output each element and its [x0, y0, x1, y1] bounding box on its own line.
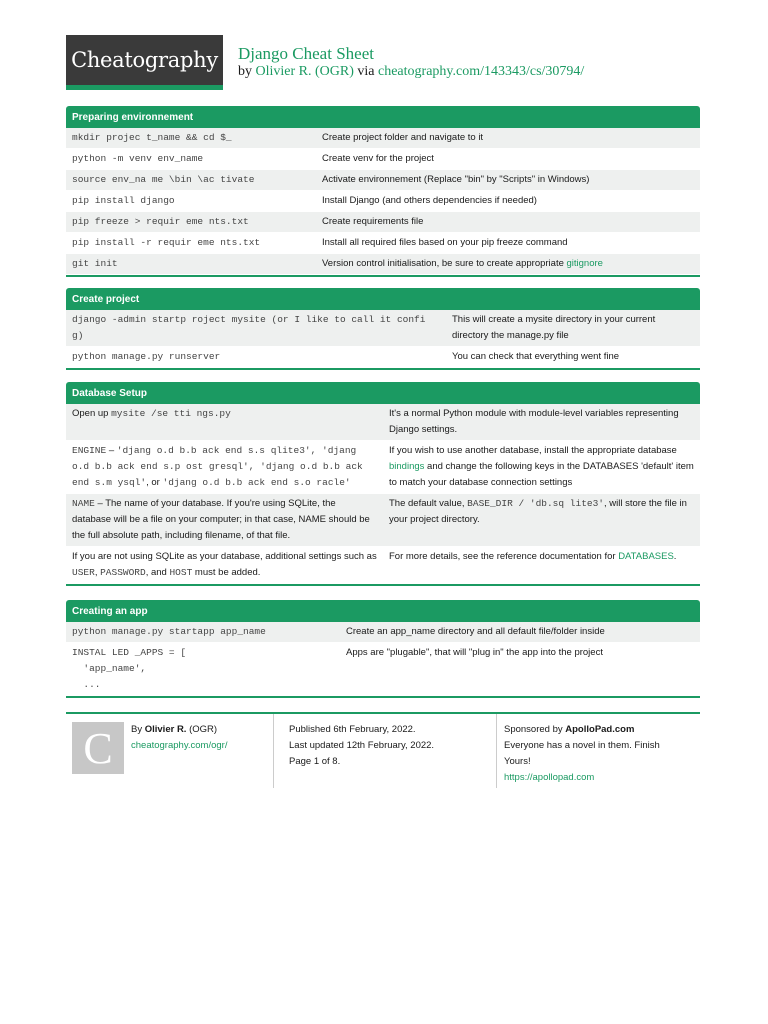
section-title: Create project [66, 288, 700, 310]
section-preparing-environnement [66, 106, 700, 277]
table-row: INSTAL LED _APPS = [ 'app_name', ... Apps are "plugable", that will "plug in" the app into the project [66, 643, 700, 696]
logo-text: Cheatography [71, 48, 218, 72]
table-row: NAME – The name of your database. If you're using SQLite, the database will be a file on your computer; in that case, NAME should be the full absolute path, including filename, of that file. The default value, BASE_DIR / 'db.sq lite3', will store the file in your project directory. [66, 494, 700, 547]
description-cell: Version control initialisation, be sure to create appropriate gitignore [322, 258, 603, 269]
footer-sponsor: Sponsored by ApolloPad.com Everyone has a novel in them. Finish Yours! https://apollopad.com [504, 722, 684, 786]
table-row: django -admin startp roject mysite (or I like to call it confi g) This will create a mysite directory in your current directory the manage.py file [66, 310, 700, 347]
page-title: Django Cheat Sheet [238, 44, 374, 63]
command-cell: pip install -r requir eme nts.txt [72, 237, 261, 248]
gitignore-link[interactable]: gitignore [566, 258, 603, 269]
table-row: ENGINE – 'djang o.d b.b ack end s.s qlite3', 'djang o.d b.b ack end s.p ost gresql', 'djang o.d b.b ack end s.m ysql', or 'djang o.d b.b ack end s.o racle' If you wish to use another database, install the appropriate database bindings and change the following keys in the DATABASES 'default' item to match your database connection settings [66, 441, 700, 494]
description-cell: Activate environnement (Replace "bin" by "Scripts" in Windows) [322, 174, 590, 185]
command-cell: source env_na me \bin \ac tivate [72, 174, 255, 185]
site-logo[interactable] [66, 35, 223, 90]
table-row: python manage.py runserver You can check that everything went fine [66, 347, 700, 368]
section-create-project [66, 288, 700, 370]
command-cell: mkdir projec t_name && cd $_ [72, 132, 232, 143]
table-row [66, 149, 700, 170]
footer-author: By Olivier R. (OGR) cheatography.com/ogr/ [131, 722, 271, 754]
table-row [66, 233, 700, 254]
command-cell: python -m venv env_name [72, 153, 204, 164]
table-row: Open up mysite /se tti ngs.py It's a normal Python module with module-level variables representing Django settings. [66, 404, 700, 441]
description-cell: Install Django (and others dependencies if needed) [322, 195, 537, 206]
command-cell: pip install django [72, 195, 175, 206]
command-cell: git init [72, 258, 118, 269]
description-cell: Create venv for the project [322, 153, 434, 164]
databases-link[interactable]: DATABASES [618, 551, 674, 562]
section-title: Preparing environnement [66, 106, 700, 128]
table-row [66, 212, 700, 233]
sheet-url-link[interactable]: cheatography.com/143343/cs/30794/ [378, 64, 585, 79]
table-row [66, 170, 700, 191]
author-avatar: C [72, 722, 124, 774]
table-row: python manage.py startapp app_name Create an app_name directory and all default file/folder inside [66, 622, 700, 643]
page-footer [66, 712, 700, 783]
description-cell: Create requirements file [322, 216, 424, 227]
section-database-setup [66, 382, 700, 586]
section-title: Creating an app [66, 600, 700, 622]
section-creating-an-app [66, 600, 700, 698]
author-profile-link[interactable]: cheatography.com/ogr/ [131, 740, 228, 751]
footer-dates: Published 6th February, 2022. Last updated 12th February, 2022. Page 1 of 8. [289, 724, 435, 767]
command-cell: pip freeze > requir eme nts.txt [72, 216, 249, 227]
author-link[interactable]: Olivier R. (OGR) [255, 64, 354, 79]
table-row [66, 254, 700, 275]
table-row: If you are not using SQLite as your database, additional settings such as USER, PASSWORD, and HOST must be added. For more details, see the reference documentation for DATABASES. [66, 547, 700, 584]
bindings-link[interactable]: bindings [389, 461, 425, 472]
table-row [66, 128, 700, 149]
table-row [66, 191, 700, 212]
description-cell: Create project folder and navigate to it [322, 132, 484, 143]
description-cell: Install all required files based on your pip freeze command [322, 237, 568, 248]
footer-divider [496, 714, 497, 788]
footer-divider [273, 714, 274, 788]
byline: by Olivier R. (OGR) via cheatography.com/143343/cs/30794/ [238, 64, 585, 79]
sponsor-link[interactable]: https://apollopad.com [504, 772, 595, 783]
section-title: Database Setup [66, 382, 700, 404]
